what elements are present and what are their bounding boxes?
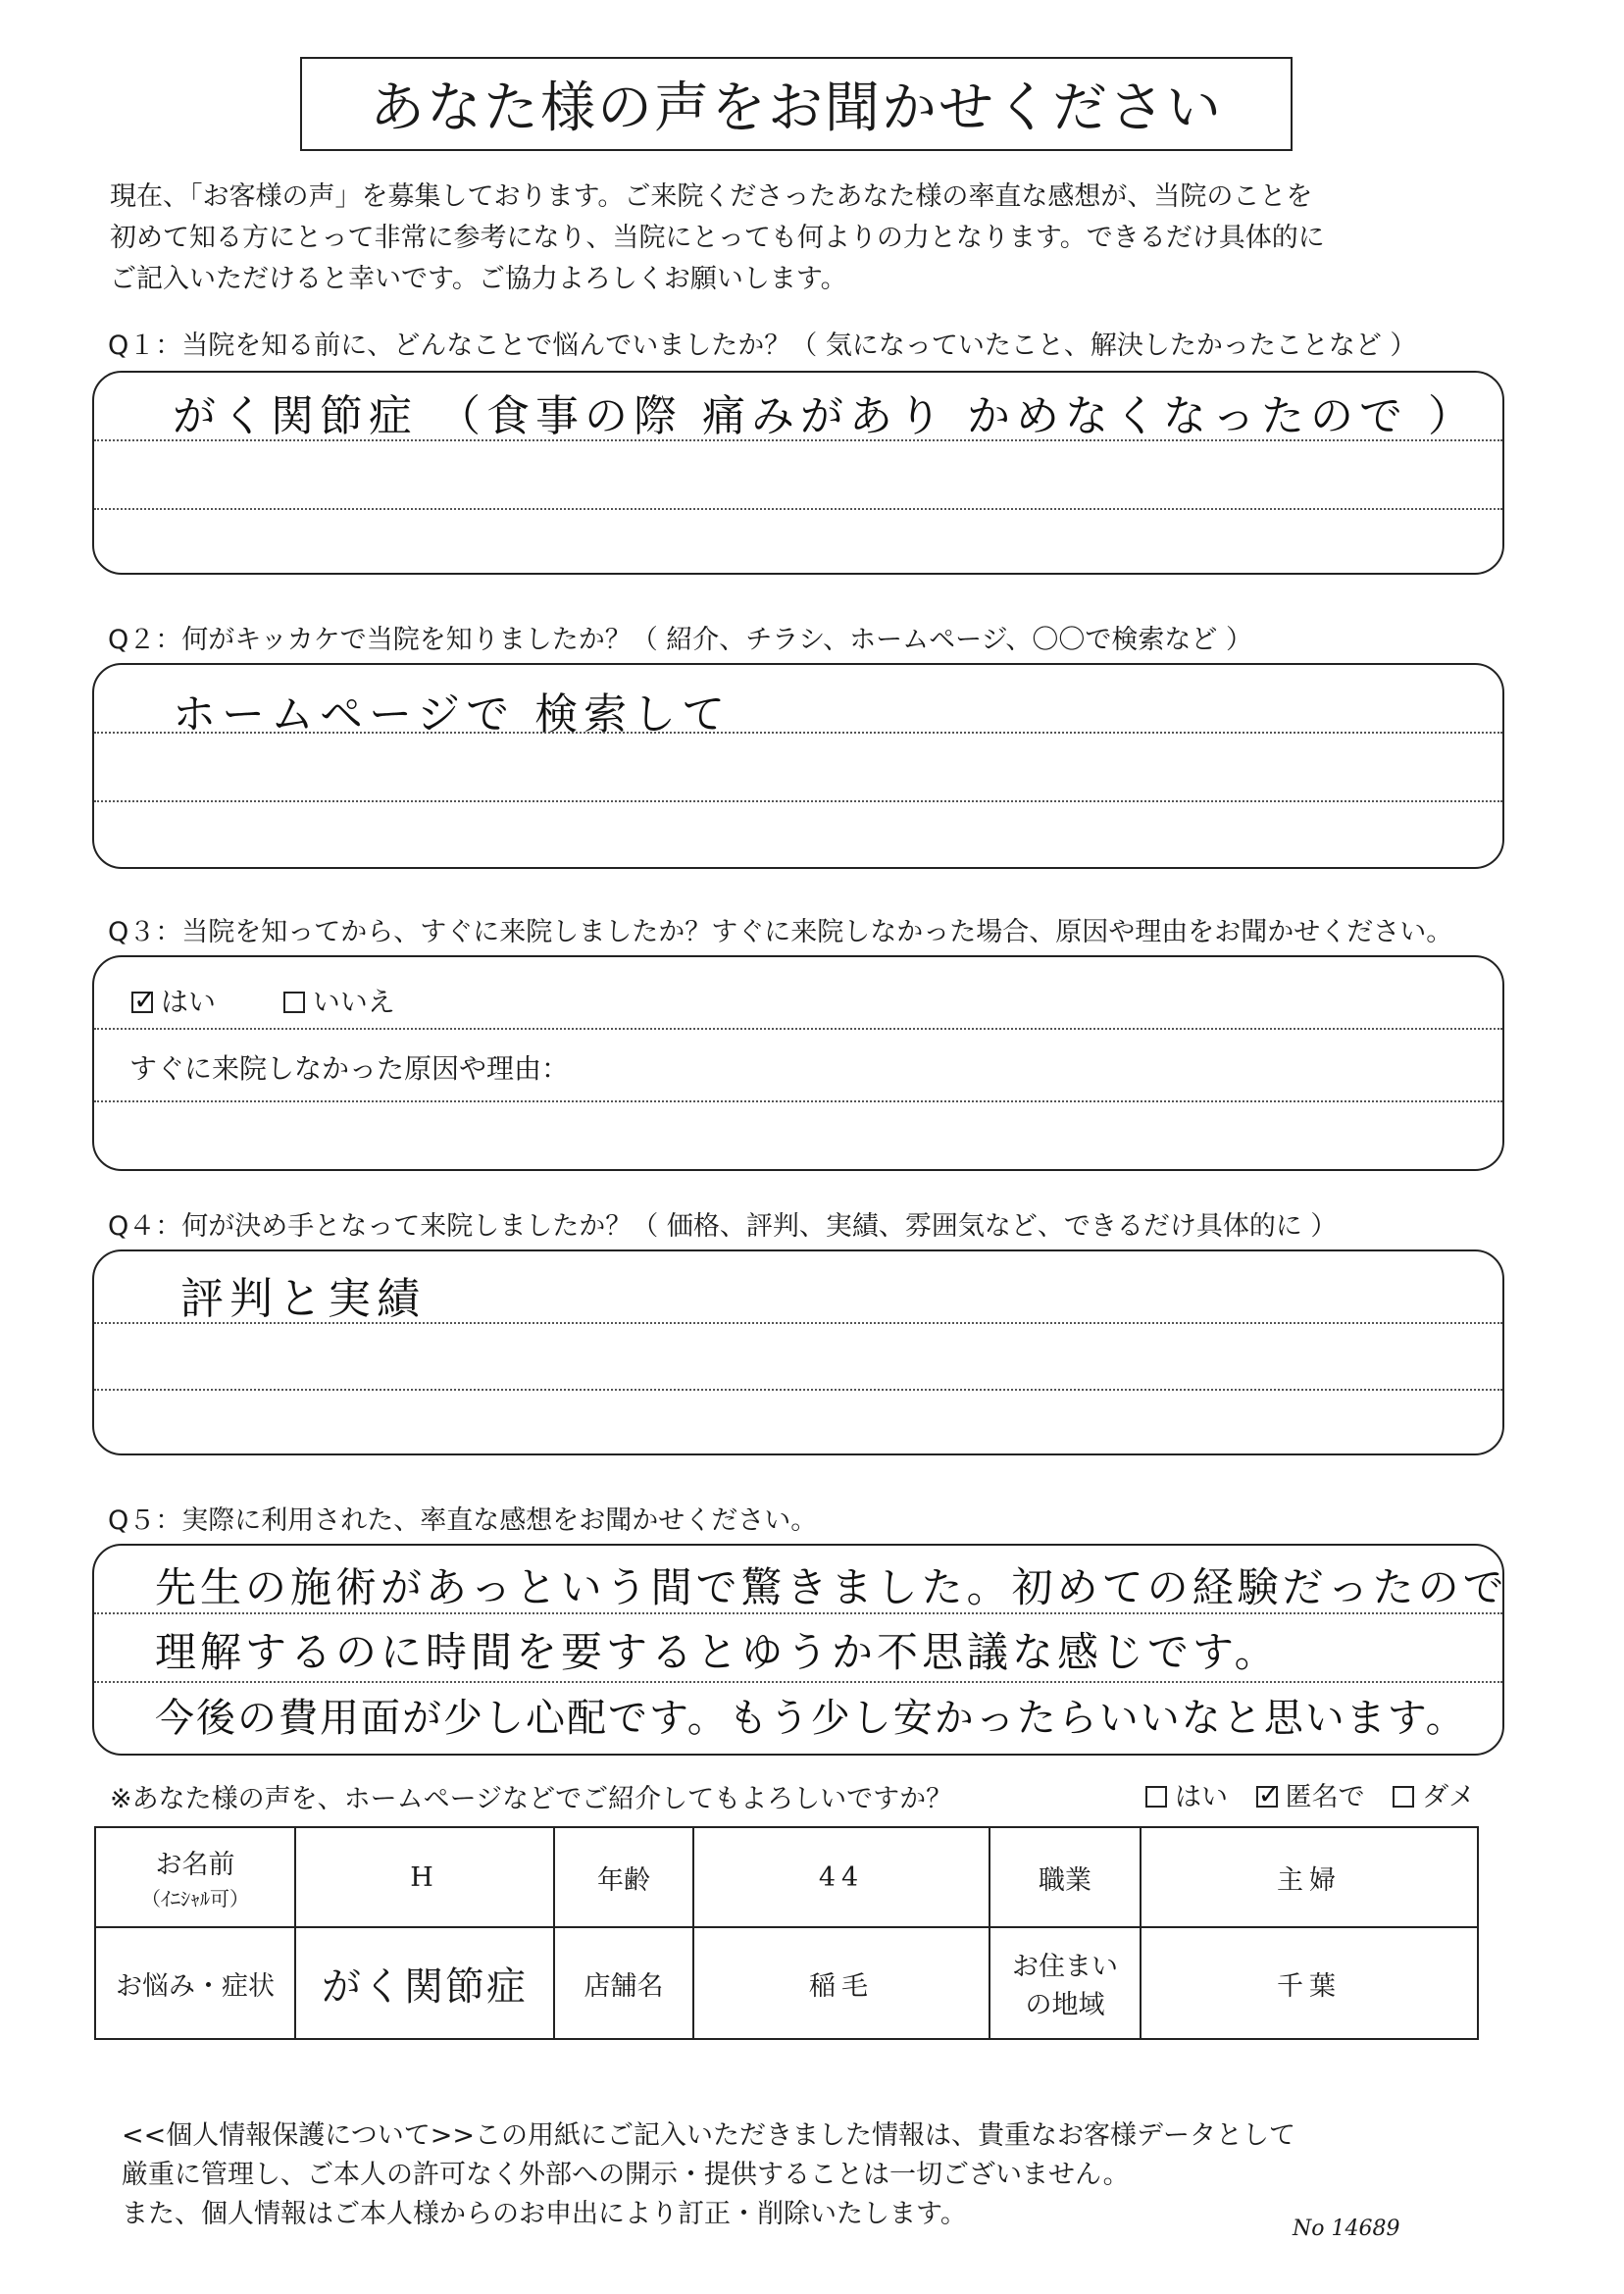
- privacy-line: 厳重に管理し、ご本人の許可なく外部への開示・提供することは一切ございません。: [122, 2160, 1130, 2190]
- q2-answer-box: [92, 663, 1504, 869]
- rule-line: [94, 1028, 1502, 1030]
- customer-info-table: [94, 1826, 1479, 2040]
- area-label-cell: お住まい の地域: [990, 1927, 1141, 2039]
- table-row: [95, 1927, 1478, 2039]
- age-label: 年齢: [554, 1827, 693, 1927]
- q5-answer-line: 今後の費用面が少し心配です。もう少し安かったらいいなと思います。: [155, 1696, 1467, 1741]
- privacy-line: <<個人情報保護について>>この用紙にご記入いただきました情報は、貴重なお客様データとして: [122, 2120, 1295, 2151]
- q5-answer-box: [92, 1544, 1508, 1756]
- checkbox-icon[interactable]: [1393, 1786, 1414, 1808]
- q3-label: Q３：当院を知ってから、すぐに来院しましたか？すぐに来院しなかった場合、原因や理由をお聞かせください。: [108, 917, 1453, 947]
- job-label: 職業: [990, 1827, 1141, 1927]
- q4-label: Q４：何が決め手となって来院しましたか？（ 価格、評判、実績、雰囲気など、できるだけ具体的に ）: [108, 1211, 1338, 1242]
- consent-options: [1126, 1775, 1475, 1813]
- intro-line: 現在、「お客様の声」を募集しております。ご来院くださったあなた様の率直な感想が、当院のことを: [110, 181, 1313, 212]
- checkbox-checked-icon[interactable]: [131, 992, 153, 1013]
- q4-answer-box: [92, 1249, 1504, 1455]
- name-value[interactable]: H: [295, 1827, 554, 1927]
- rule-line: [94, 800, 1502, 802]
- rule-line: [94, 1389, 1502, 1391]
- checkbox-icon[interactable]: [1145, 1786, 1167, 1808]
- q3-reason-label: すぐに来院しなかった原因や理由：: [129, 1052, 570, 1085]
- checkbox-checked-icon[interactable]: [1256, 1786, 1278, 1808]
- intro-line: ご記入いただけると幸いです。ご協力よろしくお願いします。: [110, 264, 847, 294]
- q2-answer: ホームページで 検索して: [173, 689, 732, 739]
- intro-line: 初めて知る方にとって非常に参考になり、当院にとっても何よりの力となります。できるだけ具体的に: [110, 223, 1325, 253]
- symptom-label: お悩み・症状: [95, 1927, 295, 2039]
- rule-line: [94, 1100, 1502, 1102]
- age-value[interactable]: 44: [693, 1827, 990, 1927]
- page-title: あなた様の声をお聞かせください: [300, 57, 1293, 151]
- q1-answer-box: [92, 371, 1504, 575]
- serial-number: No 14689: [1293, 2217, 1400, 2241]
- q5-answer-line: 理解するのに時間を要するとゆうか不思議な感じです。: [155, 1628, 1280, 1676]
- privacy-notice: [122, 2116, 1295, 2234]
- symptom-value[interactable]: がく関節症: [295, 1927, 554, 2039]
- consent-option-no[interactable]: ダメ: [1393, 1782, 1475, 1812]
- q3-no-option[interactable]: いいえ: [283, 986, 395, 1018]
- q2-label: Q２：何がキッカケで当院を知りましたか？（ 紹介、チラシ、ホームページ、〇〇で検索など ）: [108, 625, 1253, 655]
- rule-line: [94, 1612, 1502, 1614]
- consent-option-anonymous[interactable]: ✓ 匿名で: [1256, 1782, 1365, 1812]
- q1-label: Q１：当院を知る前に、どんなことで悩んでいましたか？（ 気になっていたこと、解決したかったことなど ）: [108, 331, 1417, 361]
- q3-yes-option[interactable]: ✓はい: [131, 986, 216, 1018]
- consent-question: ※あなた様の声を、ホームページなどでご紹介してもよろしいですか？: [110, 1784, 953, 1814]
- rule-line: [94, 1681, 1502, 1683]
- area-value[interactable]: 千葉: [1141, 1927, 1478, 2039]
- name-sub-label: （ｲﾆｼｬﾙ可）: [141, 1887, 249, 1912]
- rule-line: [94, 1322, 1502, 1324]
- intro-text: [110, 177, 1502, 300]
- name-label-cell: お名前 （ｲﾆｼｬﾙ可）: [95, 1827, 295, 1927]
- q4-answer: 評判と実績: [180, 1274, 426, 1324]
- consent-option-yes[interactable]: はい: [1145, 1782, 1228, 1812]
- store-value[interactable]: 稲毛: [693, 1927, 990, 2039]
- q3-answer-box: [92, 955, 1504, 1171]
- table-row: [95, 1827, 1478, 1927]
- q5-label: Q５：実際に利用された、率直な感想をお聞かせください。: [108, 1505, 818, 1536]
- rule-line: [94, 732, 1502, 734]
- job-value[interactable]: 主婦: [1141, 1827, 1478, 1927]
- privacy-line: また、個人情報はご本人様からのお申出により訂正・削除いたします。: [122, 2199, 967, 2229]
- store-label: 店舗名: [554, 1927, 693, 2039]
- q1-answer: がく関節症 （食事の際 痛みがあり かめなくなったので ）: [173, 391, 1477, 441]
- rule-line: [94, 439, 1502, 441]
- q3-choices: [131, 981, 395, 1020]
- checkbox-icon[interactable]: [283, 992, 305, 1013]
- rule-line: [94, 508, 1502, 510]
- q5-answer-line: 先生の施術があっという間で驚きました。初めての経験だったので: [155, 1563, 1508, 1611]
